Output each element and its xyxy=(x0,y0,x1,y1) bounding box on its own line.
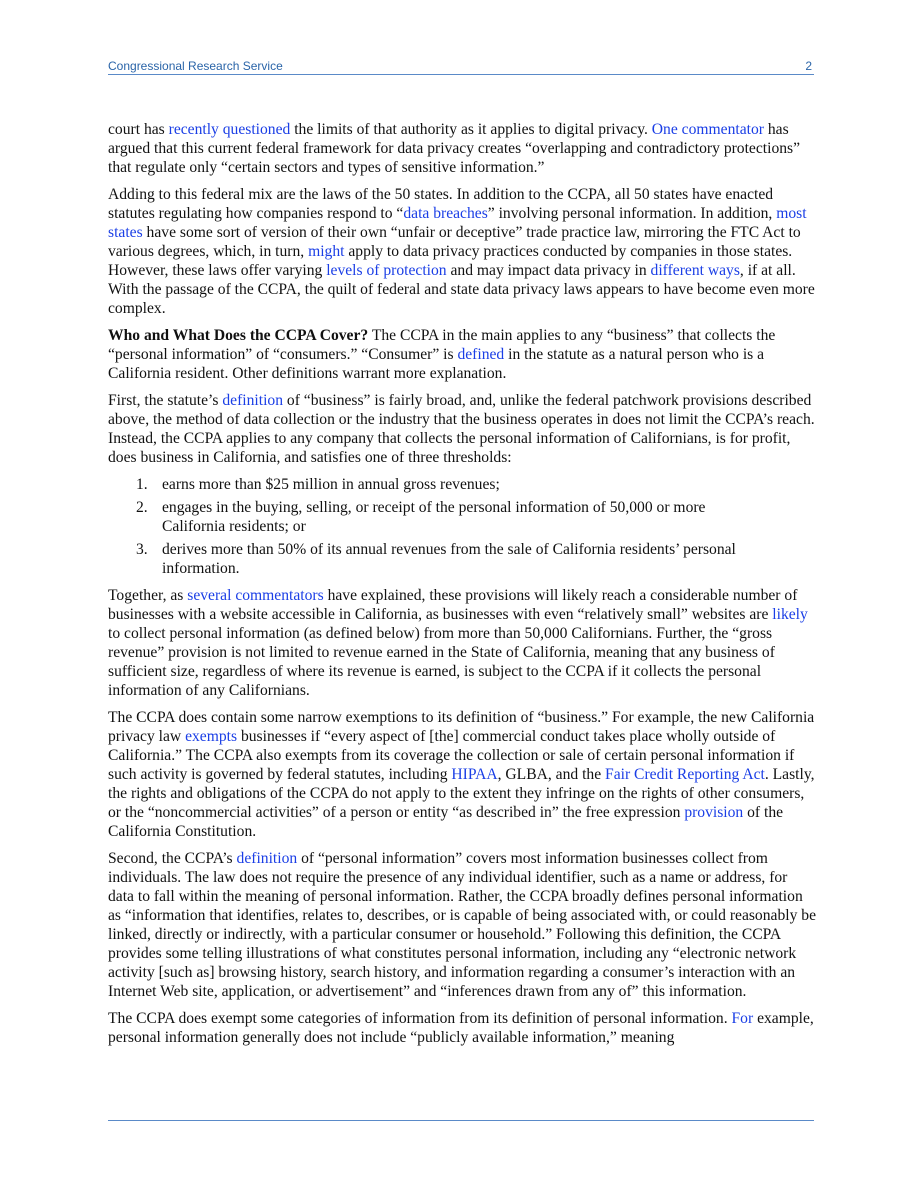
threshold-text: derives more than 50% of its annual revenues from the sale of California residents’ personal information. xyxy=(162,540,736,577)
text-run: in the statute as a natural person who is a California resident. Other definitions warrant more explanation. xyxy=(108,346,765,383)
hyperlink[interactable]: most states xyxy=(108,204,807,241)
hyperlink[interactable]: might xyxy=(308,243,345,261)
hyperlink[interactable]: several commentators xyxy=(187,586,324,604)
threshold-number: 3. xyxy=(136,540,148,558)
hyperlink[interactable]: For xyxy=(731,1010,754,1028)
hyperlink[interactable]: exempts xyxy=(185,727,238,745)
threshold-text: earns more than $25 million in annual gross revenues; xyxy=(162,475,500,493)
document-body xyxy=(108,120,816,1055)
text-run: and may impact data privacy in xyxy=(446,262,651,280)
text-run: businesses if “every aspect of [the] commercial conduct takes place wholly outside of California.” The CCPA also exempts from its coverage the collection or sale of certain personal information if such activity is governed by federal statutes, including xyxy=(108,727,795,783)
page-header xyxy=(108,57,814,75)
hyperlink[interactable]: levels of protection xyxy=(326,262,447,280)
text-run: , GLBA, and the xyxy=(497,765,606,783)
footer-rule xyxy=(108,1120,814,1121)
section-heading: Who and What Does the CCPA Cover? xyxy=(108,326,369,344)
hyperlink[interactable]: different ways xyxy=(650,262,740,280)
text-run: The CCPA does exempt some categories of information from its definition of personal information. xyxy=(108,1010,732,1028)
page-number: 2 xyxy=(805,59,812,73)
text-run: court has xyxy=(108,121,169,138)
hyperlink[interactable]: likely xyxy=(772,605,808,623)
text-run: apply to data privacy practices conducted by companies in those states. However, these laws offer varying xyxy=(108,243,793,280)
text-run: has argued that this current federal framework for data privacy creates “overlapping and contradictory protections” that regulate only “certain sectors and types of sensitive information.” xyxy=(108,121,801,177)
text-run: The CCPA does contain some narrow exemptions to its definition of “business.” For example, the new California privacy law xyxy=(108,708,815,745)
paragraphs-before-list xyxy=(108,120,816,467)
paragraph xyxy=(108,1009,816,1047)
header-rule xyxy=(108,74,814,75)
hyperlink[interactable]: definition xyxy=(222,391,283,409)
text-run: First, the statute’s xyxy=(108,391,223,409)
threshold-item xyxy=(108,540,744,578)
text-run: ” involving personal information. In addition, xyxy=(487,204,777,222)
text-run: The CCPA in the main applies to any “business” that collects the “personal information” of “consumers.” “Consumer” is xyxy=(108,326,776,364)
thresholds-list xyxy=(108,475,816,578)
threshold-number: 1. xyxy=(136,475,148,493)
header-title: Congressional Research Service xyxy=(108,59,283,73)
hyperlink[interactable]: Fair Credit Reporting Act xyxy=(605,765,765,783)
threshold-number: 2. xyxy=(136,498,148,516)
paragraph xyxy=(108,849,816,1002)
text-run: Together, as xyxy=(108,586,188,604)
paragraph xyxy=(108,708,816,842)
hyperlink[interactable]: data breaches xyxy=(403,204,488,222)
paragraphs-after-list xyxy=(108,586,816,1048)
threshold-item xyxy=(108,475,744,494)
hyperlink[interactable]: HIPAA xyxy=(451,765,498,783)
text-run: of “business” is fairly broad, and, unlike the federal patchwork provisions described above, the method of data collection or the industry that the business operates in does not limit the CCPA’s reach. Instead, the CCPA applies to any company that collects the personal information of Californians, is for profit, does business in California, and satisfies one of three thresholds: xyxy=(108,391,815,466)
hyperlink[interactable]: definition xyxy=(236,849,298,867)
text-run: , if at all. With the passage of the CCPA, the quilt of federal and state data privacy laws appears to have become even more complex. xyxy=(108,262,815,318)
hyperlink[interactable]: One commentator xyxy=(651,121,764,138)
hyperlink[interactable]: defined xyxy=(457,346,505,364)
paragraph xyxy=(108,326,816,383)
text-run: example, personal information generally does not include “publicly available information,” meaning xyxy=(108,1010,814,1047)
hyperlink[interactable]: provision xyxy=(684,804,744,822)
text-run: of the California Constitution. xyxy=(108,804,784,841)
paragraph xyxy=(108,185,816,319)
text-run: to collect personal information (as defined below) from more than 50,000 Californians. Further, the “gross revenue” provision is not limited to revenue earned in the State of California, meaning that any business of sufficient size, regardless of where its revenue is earned, is subject to the CCPA if it collects the personal information of any Californians. xyxy=(108,624,775,700)
text-run: have explained, these provisions will likely reach a considerable number of businesses with a website accessible in California, as businesses with even “relatively small” websites are xyxy=(108,586,798,623)
paragraph xyxy=(108,120,816,177)
paragraph xyxy=(108,586,816,701)
paragraph xyxy=(108,391,816,467)
text-run: Second, the CCPA’s xyxy=(108,849,237,867)
hyperlink[interactable]: recently questioned xyxy=(168,121,291,138)
text-run: . Lastly, the rights and obligations of the CCPA do not apply to the extent they infringe on the rights of other consumers, or the “noncommercial activities” of a person or entity “as described in” the free expression xyxy=(108,765,815,822)
text-run: of “personal information” covers most information businesses collect from individuals. The law does not require the presence of any individual identifier, such as a name or address, for data to fall within the meaning of personal information. Rather, the CCPA broadly defines personal information as “information that identifies, relates to, describes, or is capable of being associated with, or could reasonably be linked, directly or indirectly, with a particular consumer or household.” Following this definition, the CCPA provides some telling illustrations of what constitutes personal information, including any “electronic network activity [such as] browsing history, search history, and information regarding a consumer’s interaction with an Internet Web site, application, or advertisement” and “inferences drawn from any of” this information. xyxy=(108,849,816,1001)
threshold-text: engages in the buying, selling, or receipt of the personal information of 50,000 or more California residents; or xyxy=(162,498,706,535)
text-run: the limits of that authority as it applies to digital privacy. xyxy=(290,121,652,138)
text-run: have some sort of version of their own “unfair or deceptive” trade practice law, mirroring the FTC Act to various degrees, which, in turn, xyxy=(108,223,801,261)
threshold-item xyxy=(108,498,744,536)
text-run: Adding to this federal mix are the laws of the 50 states. In addition to the CCPA, all 50 states have enacted statutes regulating how companies respond to “ xyxy=(108,185,774,222)
